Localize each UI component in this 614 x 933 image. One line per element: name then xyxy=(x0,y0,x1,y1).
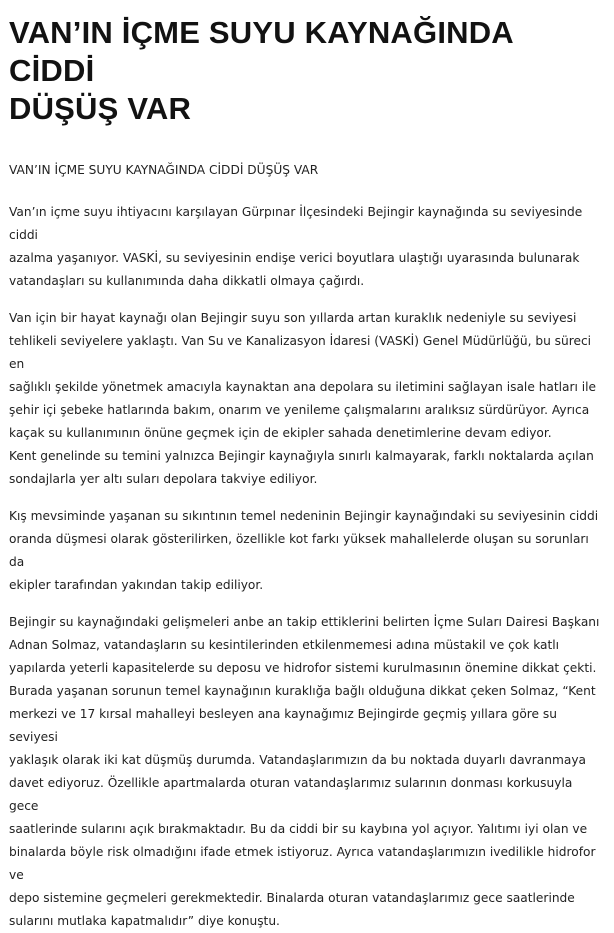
paragraph-line: Kış mevsiminde yaşanan su sıkıntının temel nedeninin Bejingir kaynağındaki su seviyesinin ciddi xyxy=(9,509,599,523)
paragraph-line: Bejingir su kaynağındaki gelişmeleri anbe an takip ettiklerini belirten İçme Suları Dairesi Başkanı xyxy=(9,615,600,629)
article-subtitle: VAN’IN İÇME SUYU KAYNAĞINDA CİDDİ DÜŞÜŞ VAR xyxy=(9,163,319,177)
paragraph-line: oranda düşmesi olarak gösterilirken, özellikle kot farkı yüksek mahallelerde oluşan su sorunları da xyxy=(9,532,589,569)
paragraph-line: Van için bir hayat kaynağı olan Bejingir suyu son yıllarda artan kuraklık nedeniyle su seviyesi xyxy=(9,311,577,325)
paragraph-line: Burada yaşanan sorunun temel kaynağının kuraklığa bağlı olduğuna dikkat çeken Solmaz, “Kent xyxy=(9,684,596,698)
headline-line: DÜŞÜŞ VAR xyxy=(9,91,192,126)
paragraph-line: saatlerinde sularını açık bırakmaktadır. Bu da ciddi bir su kaybına yol açıyor. Yalıtımı iyi olan ve xyxy=(9,822,588,836)
paragraph-line: tehlikeli seviyelere yaklaştı. Van Su ve Kanalizasyon İdaresi (VASKİ) Genel Müdürlüğü, bu süreci en xyxy=(9,334,592,371)
article-paragraph xyxy=(9,611,600,933)
paragraph-line: yapılarda yeterli kapasitelerde su deposu ve hidrofor sistemi kurulmasının önemine dikkat çekti. xyxy=(9,661,597,675)
paragraph-line: depo sistemine geçmeleri gerekmektedir. Binalarda oturan vatandaşlarımız gece saatlerinde xyxy=(9,891,575,905)
paragraph-line: Van’ın içme suyu ihtiyacını karşılayan Gürpınar İlçesindeki Bejingir kaynağında su seviyesinde ciddi xyxy=(9,205,583,242)
article-body xyxy=(9,201,600,933)
paragraph-line: sağlıklı şekilde yönetmek amacıyla kaynaktan ana depolara su iletimini sağlayan isale hatları ile xyxy=(9,380,597,394)
paragraph-line: davet ediyoruz. Özellikle apartmalarda oturan vatandaşlarımız sularının donması korkusuyla gece xyxy=(9,776,573,813)
article-paragraph xyxy=(9,201,600,293)
paragraph-line: sondajlarla yer altı suları depolara takviye ediliyor. xyxy=(9,472,318,486)
paragraph-line: merkezi ve 17 kırsal mahalleyi besleyen ana kaynağımız Bejingirde geçmiş yıllara göre su seviyesi xyxy=(9,707,557,744)
article-headline xyxy=(9,14,600,128)
paragraph-line: ekipler tarafından yakından takip ediliyor. xyxy=(9,578,264,592)
article-paragraph xyxy=(9,505,600,597)
paragraph-line: vatandaşları su kullanımında daha dikkatli olmaya çağırdı. xyxy=(9,274,365,288)
paragraph-line: sularını mutlaka kapatmalıdır” diye konuştu. xyxy=(9,914,280,928)
paragraph-line: Adnan Solmaz, vatandaşların su kesintilerinden etkilenmemesi adına müstakil ve çok katlı xyxy=(9,638,560,652)
paragraph-line: azalma yaşanıyor. VASKİ, su seviyesinin endişe verici boyutlara ulaştığı uyarasında bulunarak xyxy=(9,251,580,265)
paragraph-line: Kent genelinde su temini yalnızca Bejingir kaynağıyla sınırlı kalmayarak, farklı noktalarda açılan xyxy=(9,449,594,463)
paragraph-line: binalarda böyle risk olmadığını ifade etmek istiyoruz. Ayrıca vatandaşlarımızın ivedilikle hidrofor ve xyxy=(9,845,596,882)
paragraph-line: şehir içi şebeke hatlarında bakım, onarım ve yenileme çalışmalarını aralıksız sürdürüyor. Ayrıca xyxy=(9,403,590,417)
headline-line: VAN’IN İÇME SUYU KAYNAĞINDA CİDDİ xyxy=(9,15,513,88)
paragraph-line: kaçak su kullanımının önüne geçmek için de ekipler sahada denetimlerine devam ediyor. xyxy=(9,426,552,440)
article-paragraph xyxy=(9,307,600,491)
paragraph-line: yaklaşık olarak iki kat düşmüş durumda. Vatandaşlarımızın da bu noktada duyarlı davranmaya xyxy=(9,753,586,767)
